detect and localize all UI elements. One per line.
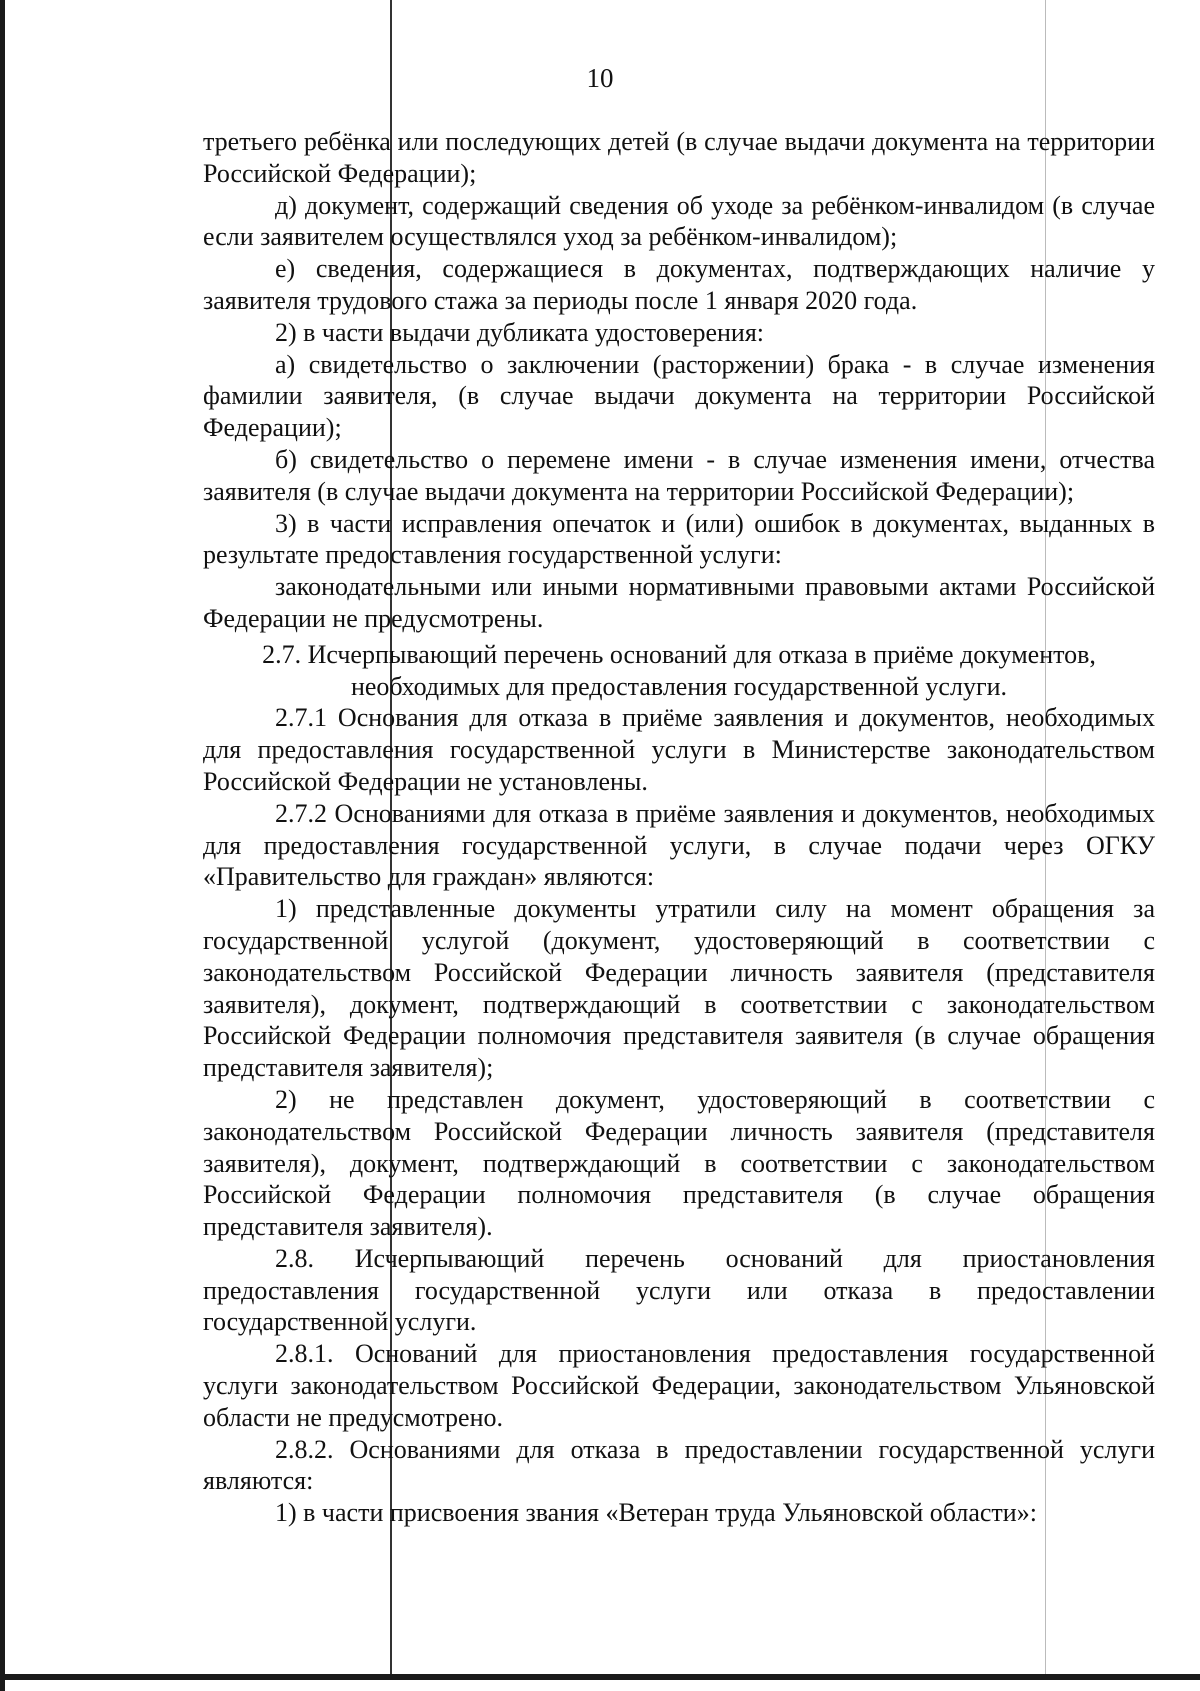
p-281: 2.8.1. Оснований для приостановления предоставления государственной услуги законодательством Российской Федерации, законодательством Ульяновской области не предусмотрено. — [203, 1339, 1155, 1432]
p-d: д) документ, содержащий сведения об уходе за ребёнком-инвалидом (в случае если заявителем осуществлялся уход за ребёнком-инвалидом); — [203, 190, 1155, 252]
scan-bottom-border — [0, 1674, 1200, 1680]
p-271: 2.7.1 Основания для отказа в приёме заявления и документов, необходимых для предоставления государственной услуги в Министерстве законодательством Российской Федерации не установлены. — [203, 703, 1155, 796]
p-282-1: 1) в части присвоения звания «Ветеран труда Ульяновской области»: — [275, 1498, 1037, 1528]
p-3-law: законодательными или иными нормативными правовыми актами Российской Федерации не предусмотрены. — [203, 572, 1155, 633]
p-27-heading: 2.7. Исчерпывающий перечень оснований для отказа в приёме документов, необходимых для предоставления государственной услуги. — [262, 639, 1096, 701]
p-2-dup: 2) в части выдачи дубликата удостоверения: — [275, 317, 765, 347]
scan-left-border — [0, 0, 5, 1691]
page-number: 10 — [586, 63, 614, 93]
p-3: 3) в части исправления опечаток и (или) ошибок в документах, выданных в результате предоставления государственной услуги: — [203, 508, 1155, 570]
p-e: е) сведения, содержащиеся в документах, подтверждающих наличие у заявителя трудового стажа за периоды после 1 января 2020 года. — [203, 254, 1155, 315]
p-2-a: а) свидетельство о заключении (расторжении) брака - в случае изменения фамилии заявителя, (в случае выдачи документа на территории Российской Федерации); — [203, 349, 1155, 443]
p-2-b: б) свидетельство о перемене имени - в случае изменения имени, отчества заявителя (в случае выдачи документа на территории Российской Федерации); — [203, 444, 1155, 506]
p-272-2: 2) не представлен документ, удостоверяющий в соответствии с законодательством Российской Федерации личность заявителя (представителя заявителя), документ, подтверждающий в соответствии с законодательством Российской Федерации полномочия представителя (в случае обращения представителя заявителя). — [203, 1084, 1155, 1242]
document-body — [203, 126, 1155, 1529]
p-272: 2.7.2 Основаниями для отказа в приёме заявления и документов, необходимых для предоставления государственной услуги, в случае подачи через ОГКУ «Правительство для граждан» являются: — [203, 798, 1155, 892]
p-28: 2.8. Исчерпывающий перечень оснований для приостановления предоставления государственной услуги или отказа в предоставлении государственной услуги. — [203, 1243, 1155, 1337]
p-272-1: 1) представленные документы утратили силу на момент обращения за государственной услугой (документ, удостоверяющий в соответствии с законодательством Российской Федерации личность заявителя (представителя заявителя), документ, подтверждающий в соответствии с законодательством Российской Федерации полномочия представителя заявителя (в случае обращения представителя заявителя); — [203, 894, 1155, 1083]
p-282: 2.8.2. Основаниями для отказа в предоставлении государственной услуги являются: — [203, 1434, 1155, 1496]
p-intro-end: третьего ребёнка или последующих детей (в случае выдачи документа на территории Российской Федерации); — [203, 127, 1155, 188]
